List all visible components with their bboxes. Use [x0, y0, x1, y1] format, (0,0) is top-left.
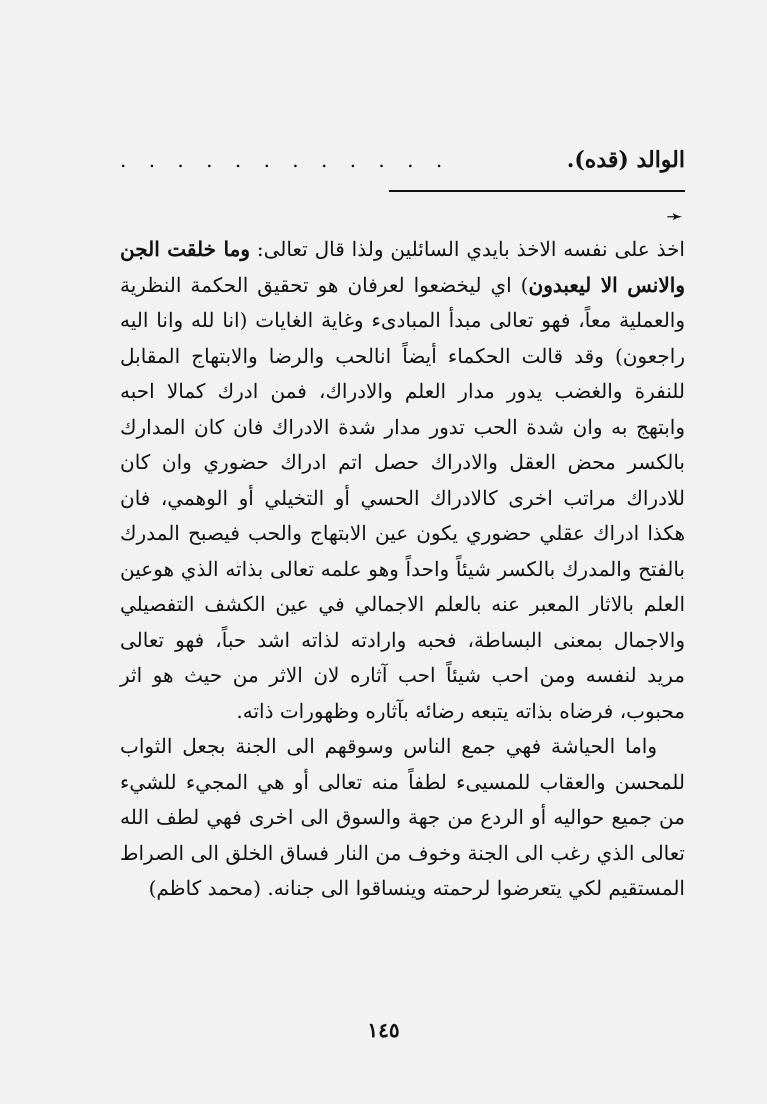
- paragraph-1-rest: ) اي ليخضعوا لعرفان هو تحقيق الحكمة النظرية والعملية معاً، فهو تعالى مبدأ المبادىء وغاية الغايات (انا لله وانا اليه راجعون) وقد قالت الحكماء أيضاً انالحب والرضا والابتهاج المقابل للنفرة والغضب يدور مدار العلم والادراك، فمن ادرك كمالا احبه وابتهج به وان شدة الحب تدور مدار شدة الادراك فان كان المدارك بالكسر محض العقل والادراك حصل اتم ادراك حضوري وان كان للادراك مراتب اخرى كالادراك الحسي أو التخيلي أو الوهمي، فان هكذا ادراك عقلي حضوري يكون عين الابتهاج والحب فيصبح المدرك بالفتح والمدرك بالكسر شيئاً واحداً وهو علمه تعالى بذاته الذي هوعين العلم بالاثار المعبر عنه بالعلم الاجمالي في عين الكشف التفصيلي والاجمال بمعنى البساطة، فحبه وارادته لذاته اشد حباً، فهو تعالى مريد لنفسه ومن احب شيئاً احب آثاره لان الاثر من حيث هو اثر محبوب، فرضاه بذاته يتبعه رضائه بآثاره وظهورات ذاته.: [120, 272, 685, 723]
- header-rule: [389, 190, 685, 192]
- arrow-icon: ➛: [666, 204, 683, 228]
- page-number: ١٤٥: [367, 1018, 400, 1042]
- paragraph-1: [120, 232, 685, 729]
- header-dot-leader: . . . . . . . . . . . .: [120, 148, 451, 172]
- header-title: الوالد (قده).: [566, 147, 685, 173]
- paragraph-2: واما الحياشة فهي جمع الناس وسوقهم الى الجنة بجعل الثواب للمحسن والعقاب للمسيىء لطفاً منه تعالى أو هي المجيء للشيء من جميع حواليه أو الردع من جهة والسوق الى اخرى فهي لطف الله تعالى الذي رغب الى الجنة وخوف من النار فساق الخلق الى الصراط المستقيم لكي يتعرضوا لرحمته وينساقوا الى جنانه. (محمد كاظم): [120, 734, 685, 900]
- paragraph-1-intro: اخذ على نفسه الاخذ بايدي السائلين ولذا قال تعالى:: [250, 237, 685, 261]
- running-header: [120, 140, 685, 180]
- body-text: [120, 232, 685, 907]
- quran-quote: وما خلقت الجن والانس الا ليعبدون: [120, 237, 685, 297]
